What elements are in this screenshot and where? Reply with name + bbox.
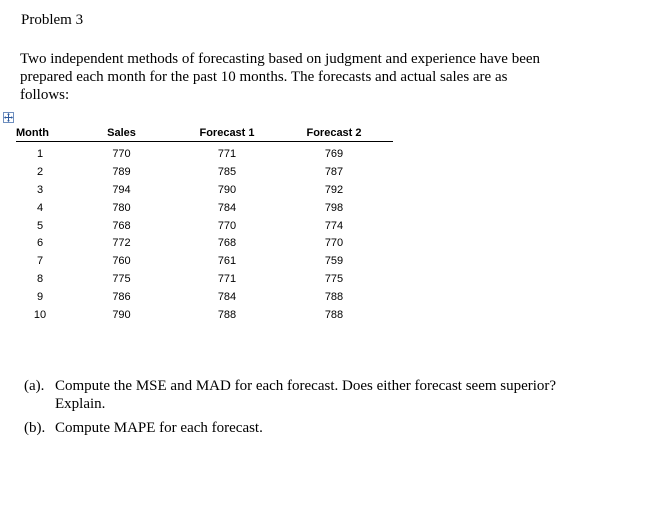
cell-sales: 789 xyxy=(112,165,131,178)
cell-forecast-1: 784 xyxy=(217,291,237,304)
cell-month: 2 xyxy=(36,165,44,178)
cell-forecast-2: 788 xyxy=(324,291,344,304)
question-line: Compute MAPE for each forecast. xyxy=(55,420,263,436)
cell-month: 10 xyxy=(33,308,47,321)
cell-sales: 768 xyxy=(112,219,131,232)
table-row xyxy=(16,252,393,270)
table-row xyxy=(16,270,393,288)
cell-sales: 790 xyxy=(112,308,131,321)
question-list xyxy=(24,377,644,443)
cell-month: 5 xyxy=(36,219,44,232)
header-month: Month xyxy=(16,124,64,142)
cell-month: 1 xyxy=(36,147,44,160)
table-row xyxy=(16,306,393,324)
forecast-table xyxy=(16,124,393,324)
cell-forecast-2: 774 xyxy=(324,219,344,232)
cell-sales: 786 xyxy=(112,291,131,304)
cell-forecast-2: 798 xyxy=(324,201,344,214)
intro-line: prepared each month for the past 10 months. The forecasts and actual sales are as xyxy=(20,69,508,85)
table-header-row xyxy=(16,124,393,142)
question-label: (a). xyxy=(24,378,45,394)
problem-title: Problem 3 xyxy=(21,12,84,28)
cell-forecast-1: 785 xyxy=(217,165,237,178)
table-row xyxy=(16,234,393,252)
cell-forecast-1: 761 xyxy=(217,255,237,268)
cell-forecast-1: 768 xyxy=(217,237,237,250)
table-row xyxy=(16,142,393,163)
cell-sales: 760 xyxy=(112,255,131,268)
cell-month: 4 xyxy=(36,201,44,214)
move-cross-icon xyxy=(4,113,13,122)
cell-forecast-2: 787 xyxy=(324,165,344,178)
cell-forecast-2: 788 xyxy=(324,308,344,321)
cell-month: 9 xyxy=(36,291,44,304)
cell-forecast-1: 771 xyxy=(217,273,237,286)
cell-forecast-2: 775 xyxy=(324,273,344,286)
question-text xyxy=(55,419,644,437)
table-row xyxy=(16,181,393,199)
question-a xyxy=(24,377,644,413)
question-text xyxy=(55,377,644,413)
header-sales: Sales xyxy=(64,124,179,142)
cell-sales: 794 xyxy=(112,183,131,196)
table-row xyxy=(16,217,393,235)
cell-forecast-2: 792 xyxy=(324,183,344,196)
intro-line: follows: xyxy=(20,87,70,103)
cell-sales: 775 xyxy=(112,273,131,286)
question-b xyxy=(24,419,644,437)
cell-forecast-1: 790 xyxy=(217,183,237,196)
cell-forecast-1: 771 xyxy=(217,147,237,160)
table-row xyxy=(16,163,393,181)
cell-forecast-1: 784 xyxy=(217,201,237,214)
cell-forecast-2: 759 xyxy=(324,255,344,268)
intro-line: Two independent methods of forecasting based on judgment and experience have been xyxy=(20,51,541,67)
cell-sales: 780 xyxy=(112,201,131,214)
cell-month: 7 xyxy=(36,255,44,268)
question-line: Explain. xyxy=(55,396,106,412)
cell-sales: 770 xyxy=(112,147,131,160)
problem-intro xyxy=(20,50,600,104)
cell-month: 8 xyxy=(36,273,44,286)
table-row xyxy=(16,199,393,217)
cell-forecast-2: 769 xyxy=(324,147,344,160)
cell-month: 6 xyxy=(36,237,44,250)
cell-forecast-2: 770 xyxy=(324,237,344,250)
cell-forecast-1: 788 xyxy=(217,308,237,321)
cell-forecast-1: 770 xyxy=(217,219,237,232)
question-label: (b). xyxy=(24,420,46,436)
header-forecast-1: Forecast 1 xyxy=(179,124,275,142)
question-line: Compute the MSE and MAD for each forecast. Does either forecast seem superior? xyxy=(55,378,557,394)
cell-sales: 772 xyxy=(112,237,131,250)
header-forecast-2: Forecast 2 xyxy=(275,124,393,142)
cell-month: 3 xyxy=(36,183,44,196)
table-move-handle[interactable] xyxy=(3,112,14,123)
table-row xyxy=(16,288,393,306)
